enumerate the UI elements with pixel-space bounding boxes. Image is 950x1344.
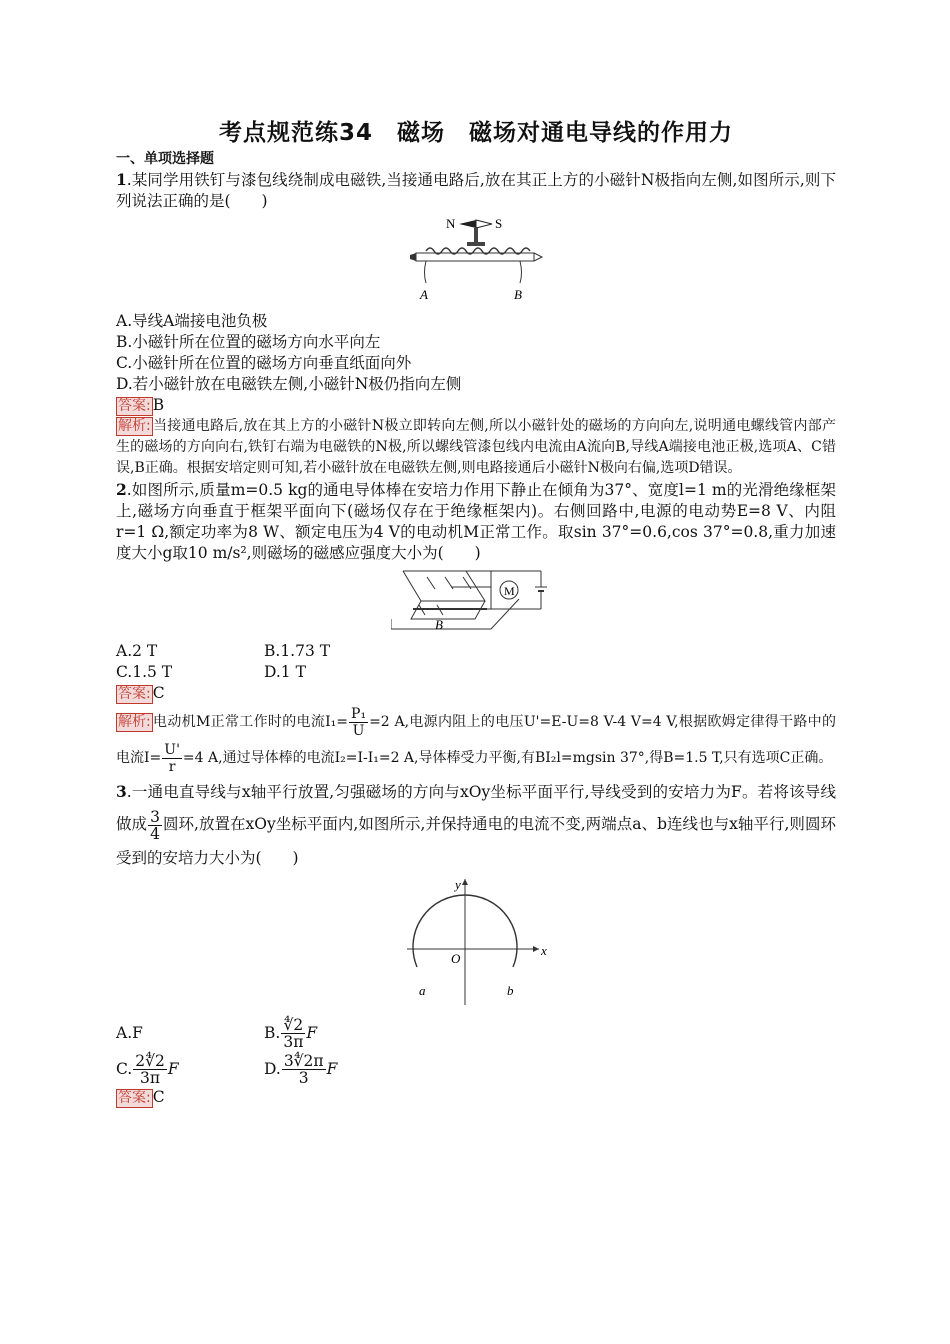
fraction-denominator: 3π [140, 1069, 161, 1087]
fig-point-b: b [507, 982, 514, 998]
option-c: C.小磁针所在位置的磁场方向垂直纸面向外 [116, 354, 412, 372]
fraction [281, 1017, 305, 1050]
figure-electromagnet [116, 215, 836, 309]
option-d [264, 1051, 412, 1087]
fraction-denominator: U [352, 722, 365, 739]
option-suffix: F [167, 1059, 179, 1078]
option-label: D. [264, 1059, 281, 1078]
question-number: 1 [116, 170, 127, 189]
options-row-1 [116, 1015, 836, 1051]
explanation [116, 704, 836, 776]
option-d: D.若小磁针放在电磁铁左侧,小磁针N极仍指向左侧 [116, 375, 462, 393]
question-text: .如图所示,质量m=0.5 kg的通电导体棒在安培力作用下静止在倾角为37°、宽度l=1 m的光滑绝缘框架上,磁场方向垂直于框架平面向下(磁场仅存在于绝缘框架内)。右侧回路中,电源的电动势E=8 V、内阻r=1 Ω,额定功率为8 W、额定电压为4 V的电动机M正常工作。取sin 37°=0.6,cos 37°=0.8,重力加速度大小g取10 m/s²,则磁场的磁感应强度大小为( ) [116, 481, 836, 562]
fig-label-n: N [446, 216, 456, 231]
fig-point-a: a [419, 982, 426, 998]
option-a: A.2 T [116, 642, 158, 660]
document-page [116, 118, 836, 1108]
option-a: A.导线A端接电池负极 [116, 312, 268, 330]
option-label: B. [264, 1023, 281, 1042]
option-suffix: F [326, 1059, 338, 1078]
explanation-text: =2 A,电源内阻上的电压U'=E-U=8 V-4 V=4 V,根据欧姆定律得干路中的电流I= [116, 714, 836, 766]
option-b: B.1.73 T [264, 642, 331, 660]
explanation [116, 416, 836, 479]
explanation-text: 电动机M正常工作时的电流I₁= [152, 714, 349, 730]
option-suffix: F [306, 1023, 318, 1042]
option-b: B.小磁针所在位置的磁场方向水平向左 [116, 333, 381, 351]
answer-line [116, 683, 836, 704]
fraction-numerator: 3∜2π [283, 1052, 324, 1070]
figure-incline-circuit [116, 567, 836, 639]
option-c [116, 1051, 264, 1087]
fig-motor-label: M [504, 584, 515, 598]
fig-label-s: S [495, 216, 503, 231]
page-title: 考点规范练34 磁场 磁场对通电导线的作用力 [218, 120, 733, 146]
explanation-tag: 解析: [118, 714, 151, 730]
option-c: C.1.5 T [116, 663, 173, 681]
question-number: 2 [116, 480, 127, 499]
fraction-denominator: 4 [150, 824, 160, 843]
fraction [349, 706, 368, 739]
question-1 [116, 169, 836, 212]
fig-axis-x: x [541, 942, 547, 958]
options-row-2 [116, 1051, 836, 1087]
fig-field-label: B [435, 617, 443, 632]
question-text: .某同学用铁钉与漆包线绕制成电磁铁,当接通电路后,放在其正上方的小磁针N极指向左侧,如图所示,则下列说法正确的是( ) [116, 171, 836, 210]
question-text: .一通电直导线与x轴平行放置,匀强磁场的方向与xOy坐标平面平行,导线受到的安培力为F。若将该导线做成 [116, 783, 836, 833]
option-b [264, 1015, 412, 1051]
options-row-1 [116, 641, 836, 662]
explanation-text: =4 A,通过导体棒的电流I₂=I-I₁=2 A,导体棒受力平衡,有BI₂l=mgsin 37°,得B=1.5 T,只有选项C正确。 [182, 750, 833, 766]
fraction-numerator: P₁ [351, 705, 367, 722]
fraction-denominator: 3π [283, 1033, 304, 1051]
fraction [133, 1053, 167, 1086]
fraction [162, 742, 182, 775]
fraction-numerator: 3 [150, 807, 160, 826]
question-3 [116, 776, 836, 874]
fraction-denominator: 3 [298, 1069, 309, 1087]
section-heading: 一、单项选择题 [116, 151, 214, 167]
fraction [148, 809, 162, 842]
fraction-numerator: ∜2 [281, 1017, 305, 1034]
explanation-tag: 解析: [118, 418, 151, 434]
answer-line [116, 1087, 836, 1108]
option-label: C. [116, 1059, 133, 1078]
fig-label-a: A [420, 287, 428, 302]
fraction-numerator: 2∜2 [135, 1052, 165, 1070]
answer-value: B [152, 396, 165, 414]
option-d: D.1 T [264, 663, 306, 681]
answer-tag: 答案: [118, 398, 151, 414]
fig-axis-y: y [455, 876, 461, 892]
figure-ring [116, 877, 836, 1013]
fig-label-b: B [514, 287, 522, 302]
question-text: 圆环,放置在xOy坐标平面内,如图所示,并保持通电的电流不变,两端点a、b连线也与x轴平行,则圆环受到的安培力大小为( ) [116, 815, 836, 867]
option-a: A.F [116, 1023, 143, 1042]
fig-origin: O [451, 950, 461, 966]
answer-tag: 答案: [118, 686, 151, 702]
fraction-numerator: U' [164, 741, 180, 758]
explanation-text: 当接通电路后,放在其上方的小磁针N极立即转向左侧,所以小磁针处的磁场的方向向左,说明通电螺线管内部产生的磁场的方向向右,铁钉右端为电磁铁的N极,所以螺线管漆包线内电流由A流向B,导线A端接电池正极,选项A、C错误,B正确。根据安培定则可知,若小磁针放在电磁铁左侧,则电路接通后小磁针N极向右偏,选项D错误。 [116, 418, 836, 476]
fraction [282, 1053, 326, 1086]
question-number: 3 [116, 782, 127, 801]
options-row-2 [116, 662, 836, 683]
fraction-denominator: r [168, 758, 176, 775]
answer-value: C [152, 1087, 165, 1106]
answer-tag: 答案: [118, 1089, 151, 1106]
question-2 [116, 479, 836, 564]
answer-line [116, 395, 836, 416]
answer-value: C [152, 684, 165, 702]
